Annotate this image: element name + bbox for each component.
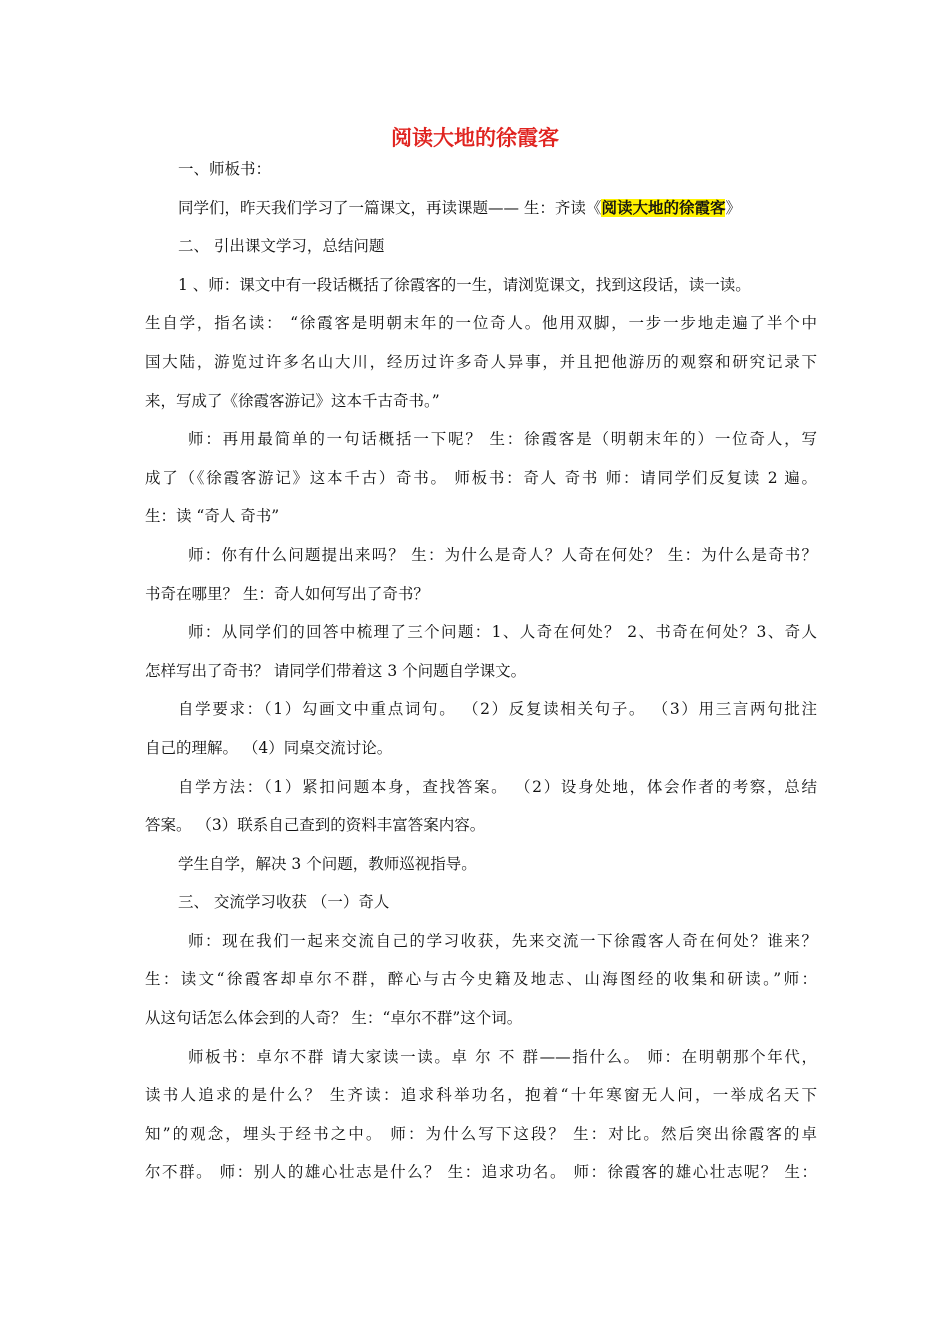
line-text: 师：现在我们一起来交流自己的学习收获，先来交流一下徐霞客人奇在何处？谁来？ <box>188 931 817 950</box>
line-text: 读书人追求的是什么？ 生齐读：追求科举功名，抱着“十年寒窗无人问，一举成名天下 <box>145 1086 817 1105</box>
line-text: 师：再用最简单的一句话概括一下呢？ 生：徐霞客是（明朝末年的）一位奇人，写 <box>188 430 817 449</box>
line-text: 成了（《徐霞客游记》这本千古）奇书。 师板书：奇人 奇书 师：请同学们反复读 2 遍。 <box>145 468 817 487</box>
line-text: 来，写成了《徐霞客游记》这本千古奇书。” <box>145 391 440 410</box>
line-text: 一、师板书： <box>178 160 272 178</box>
text-line <box>145 227 817 266</box>
line-text: 生：读 “奇人 奇书” <box>145 507 280 526</box>
line-text: 学生自学，解决 3 个问题，教师巡视指导。 <box>178 854 477 873</box>
line-text: 自学方法：（1）紧扣问题本身，查找答案。 （2）设身处地，体会作者的考察，总结 <box>178 777 817 796</box>
line-text: 1 、师：课文中有一段话概括了徐霞客的一生，请浏览课文，找到这段话，读一读。 <box>178 275 751 294</box>
line-text-after: 》 <box>725 198 741 217</box>
line-text: 自己的理解。 （4）同桌交流讨论。 <box>145 738 393 757</box>
text-line <box>145 729 817 768</box>
text-line <box>145 1115 817 1154</box>
text-line <box>145 189 817 228</box>
line-text: 师板书：卓尔不群 请大家读一读。卓 尔 不 群——指什么。 师：在明朝那个年代， <box>188 1047 817 1066</box>
line-text: 生：读文“徐霞客却卓尔不群，醉心与古今史籍及地志、山海图经的收集和研读。”师： <box>145 970 817 989</box>
text-line <box>145 1076 817 1115</box>
text-line <box>145 343 817 382</box>
text-line <box>145 266 817 305</box>
text-line <box>145 652 817 691</box>
line-text: 同学们，昨天我们学习了一篇课文，再读课题—— 生：齐读《 <box>178 198 602 217</box>
text-line <box>145 922 817 961</box>
highlighted-title: 阅读大地的徐霞客 <box>601 198 726 217</box>
document-body <box>145 150 817 1192</box>
line-text: 尔不群。 师：别人的雄心壮志是什么？ 生：追求功名。 师：徐霞客的雄心壮志呢？ 生： <box>145 1163 817 1182</box>
text-line <box>145 497 817 536</box>
line-text: 怎样写出了奇书？ 请同学们带着这 3 个问题自学课文。 <box>145 661 527 680</box>
text-line <box>145 459 817 498</box>
text-line <box>145 999 817 1038</box>
text-line <box>145 1153 817 1192</box>
text-line <box>145 382 817 421</box>
line-text: 从这句话怎么体会到的人奇？ 生：“卓尔不群”这个词。 <box>145 1009 523 1028</box>
text-line <box>145 575 817 614</box>
text-line <box>145 150 817 189</box>
line-text: 知”的观念，埋头于经书之中。 师：为什么写下这段？ 生：对比。然后突出徐霞客的卓 <box>145 1124 817 1143</box>
line-text: 师：你有什么问题提出来吗？ 生：为什么是奇人？人奇在何处？ 生：为什么是奇书？ <box>188 545 817 564</box>
text-line <box>145 883 817 922</box>
text-line <box>145 806 817 845</box>
text-line <box>145 845 817 884</box>
text-line <box>145 613 817 652</box>
line-text: 国大陆，游览过许多名山大川，经历过许多奇人异事，并且把他游历的观察和研究记录下 <box>145 352 817 371</box>
line-text: 师：从同学们的回答中梳理了三个问题：1、人奇在何处？ 2、书奇在何处？3、奇人 <box>188 623 817 642</box>
document-title: 阅读大地的徐霞客 <box>391 126 559 150</box>
line-text: 答案。 （3）联系自己查到的资料丰富答案内容。 <box>145 816 486 835</box>
line-text: 书奇在哪里？ 生：奇人如何写出了奇书？ <box>145 584 429 603</box>
text-line <box>145 1038 817 1077</box>
text-line <box>145 960 817 999</box>
line-text: 自学要求：（1）勾画文中重点词句。 （2）反复读相关句子。 （3）用三言两句批注 <box>178 700 817 719</box>
text-line <box>145 420 817 459</box>
line-text: 二、 引出课文学习，总结问题 <box>178 237 385 256</box>
line-text: 生自学，指名读： “徐霞客是明朝末年的一位奇人。他用双脚，一步一步地走遍了半个中 <box>145 314 817 333</box>
text-line <box>145 304 817 343</box>
text-line <box>145 536 817 575</box>
text-line <box>145 690 817 729</box>
line-text: 三、 交流学习收获 （一）奇人 <box>178 893 390 912</box>
text-line <box>145 768 817 807</box>
